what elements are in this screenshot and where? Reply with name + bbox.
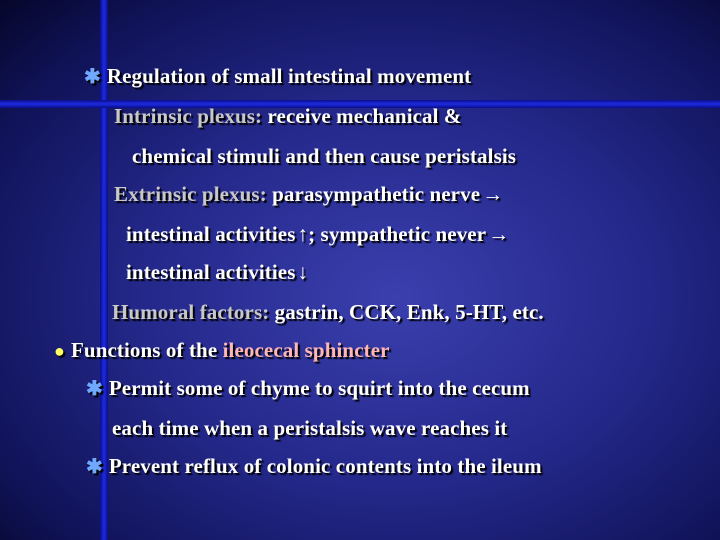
humoral-line (112, 300, 544, 325)
humoral-text: gastrin, CCK, Enk, 5-HT, etc. (269, 300, 544, 324)
heading-regulation (84, 64, 471, 89)
extrinsic-line-1 (114, 182, 503, 207)
asterisk-bullet-icon: ✱ (86, 456, 103, 478)
heading-functions-prefix: Functions of the (70, 338, 223, 362)
heading-functions-keyword: ileocecal sphincter (222, 338, 390, 362)
extrinsic-line-3 (126, 260, 308, 285)
down-arrow-icon: ↓ (297, 260, 309, 284)
permit-text-1: Permit some of chyme to squirt into the cecum (108, 376, 530, 400)
extrinsic-text-4: intestinal activities (126, 260, 296, 284)
permit-line-1 (86, 376, 530, 401)
asterisk-bullet-icon: ✱ (84, 66, 101, 88)
right-arrow-icon: → (482, 182, 504, 206)
permit-line-2 (112, 416, 507, 441)
asterisk-bullet-icon: ✱ (86, 378, 103, 400)
intrinsic-line-1 (114, 104, 462, 129)
intrinsic-text-2: chemical stimuli and then cause peristalsis (132, 144, 517, 168)
extrinsic-label: Extrinsic plexus: (114, 182, 267, 206)
humoral-label: Humoral factors: (112, 300, 270, 324)
prevent-line (86, 454, 542, 479)
up-arrow-icon: ↑ (297, 222, 309, 246)
extrinsic-line-2 (126, 222, 509, 247)
extrinsic-text-2: intestinal activities (126, 222, 296, 246)
dot-bullet-icon: ● (54, 341, 65, 361)
extrinsic-text-1: parasympathetic nerve (266, 182, 481, 206)
right-arrow-icon: → (488, 222, 510, 246)
prevent-text: Prevent reflux of colonic contents into the ileum (108, 454, 542, 478)
intrinsic-line-2 (132, 144, 516, 169)
intrinsic-text-1: receive mechanical & (262, 104, 462, 128)
extrinsic-text-3: ; sympathetic never (308, 222, 487, 246)
permit-text-2: each time when a peristalsis wave reaches it (112, 416, 508, 440)
heading-functions (54, 338, 390, 363)
heading-regulation-text: Regulation of small intestinal movement (106, 64, 472, 88)
intrinsic-label: Intrinsic plexus: (114, 104, 263, 128)
